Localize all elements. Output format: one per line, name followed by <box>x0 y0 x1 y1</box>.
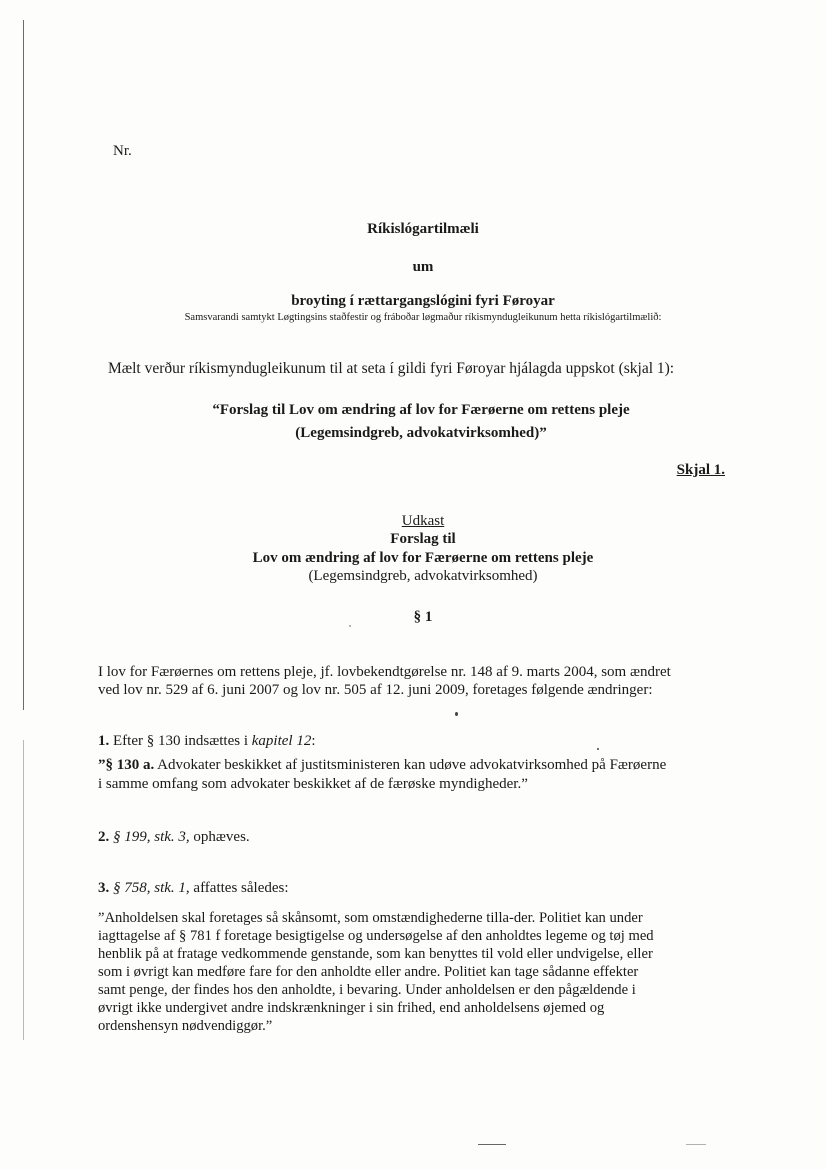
item-number: 2. <box>98 829 110 845</box>
draft-heading: Udkast <box>401 513 445 529</box>
intro-paragraph: Mælt verður ríkismyndugleikunum til at seta í gildi fyri Føroyar hjálagda uppskot (skjal 1): <box>108 360 675 377</box>
amendment-quote-line <box>98 757 666 774</box>
section-intro-line: I lov for Færøernes om rettens pleje, jf. lovbekendtgørelse nr. 148 af 9. marts 2004, som ændret <box>98 664 671 680</box>
quote-line: iagttagelse af § 781 f foretage besigtigelse og undersøgelse af den anholdtes legeme og tøj med <box>98 928 654 944</box>
section-intro-line: ved lov nr. 529 af 6. juni 2007 og lov nr. 505 af 12. juni 2009, foretages følgende ændringer: <box>98 682 653 698</box>
amendment-quote-line: i samme omfang som advokater beskikket af de færøske myndigheder.” <box>98 776 528 792</box>
document-subtitle: Samsvarandi samtykt Løgtingsins staðfestir og fráboðar løgmaður ríkismyndugleikunum hetta ríkislógartilmælið: <box>184 312 662 323</box>
item-text: affattes således: <box>189 880 289 896</box>
item-number: 1. <box>98 733 110 749</box>
document-title-subject: broyting í rættargangslógini fyri Føroyar <box>291 293 555 309</box>
amendment-item-1 <box>98 733 316 750</box>
scan-speck <box>455 712 458 716</box>
document-title: Ríkislógartilmæli <box>367 221 479 237</box>
footer-mark <box>686 1144 706 1145</box>
item-reference: § 199, stk. 3, <box>109 829 190 845</box>
quote-text: Advokater beskikket af justitsministeren kan udøve advokatvirksomhed på Færøerne <box>154 757 667 773</box>
quote-line: som i øvrigt kan medføre fare for den anholdte eller andre. Politiet kan tage sådanne effekter <box>98 964 639 980</box>
scan-speck <box>597 748 599 750</box>
footer-mark <box>478 1144 506 1145</box>
draft-title-line1: Forslag til <box>390 531 456 547</box>
paragraph-label: ”§ 130 a. <box>98 757 155 773</box>
attachment-label: Skjal 1. <box>676 462 725 478</box>
quote-line: samt penge, der findes hos den anholdte, i bevaring. Under anholdelsen er den pågældende i <box>98 982 636 998</box>
item-text: ophæves. <box>189 829 250 845</box>
quote-line: henblik på at fratage vedkommende genstande, som kan benyttes til vold eller undvigelse, eller <box>98 946 653 962</box>
document-title-um: um <box>412 259 434 275</box>
amendment-item-3 <box>98 880 289 897</box>
item-text: Efter § 130 indsættes i <box>109 733 252 749</box>
item-text: : <box>311 733 316 749</box>
scan-speck <box>349 625 351 627</box>
quote-line: ”Anholdelsen skal foretages så skånsomt, som omstændighederne tilla-der. Politiet kan under <box>98 910 643 926</box>
section-label: § 1 <box>413 609 433 625</box>
item-reference: § 758, stk. 1, <box>109 880 190 896</box>
quote-line: øvrigt ikke undergivet andre indskrænkninger i sin frihed, end anholdelsens øjemed og <box>98 1000 605 1016</box>
scan-edge-line-lower <box>23 740 24 1040</box>
item-reference: kapitel 12 <box>251 733 312 749</box>
proposal-title-line2: (Legemsindgreb, advokatvirksomhed)” <box>295 425 547 441</box>
quote-line: ordenshensyn nødvendiggør.” <box>98 1018 273 1034</box>
draft-title-line2: Lov om ændring af lov for Færøerne om rettens pleje <box>252 550 594 566</box>
scan-edge-line <box>23 20 24 710</box>
proposal-title-line1: “Forslag til Lov om ændring af lov for Færøerne om rettens pleje <box>212 402 630 418</box>
amendment-item-2 <box>98 829 250 846</box>
nr-label: Nr. <box>113 143 132 159</box>
item-number: 3. <box>98 880 110 896</box>
draft-title-line3: (Legemsindgreb, advokatvirksomhed) <box>308 568 538 584</box>
